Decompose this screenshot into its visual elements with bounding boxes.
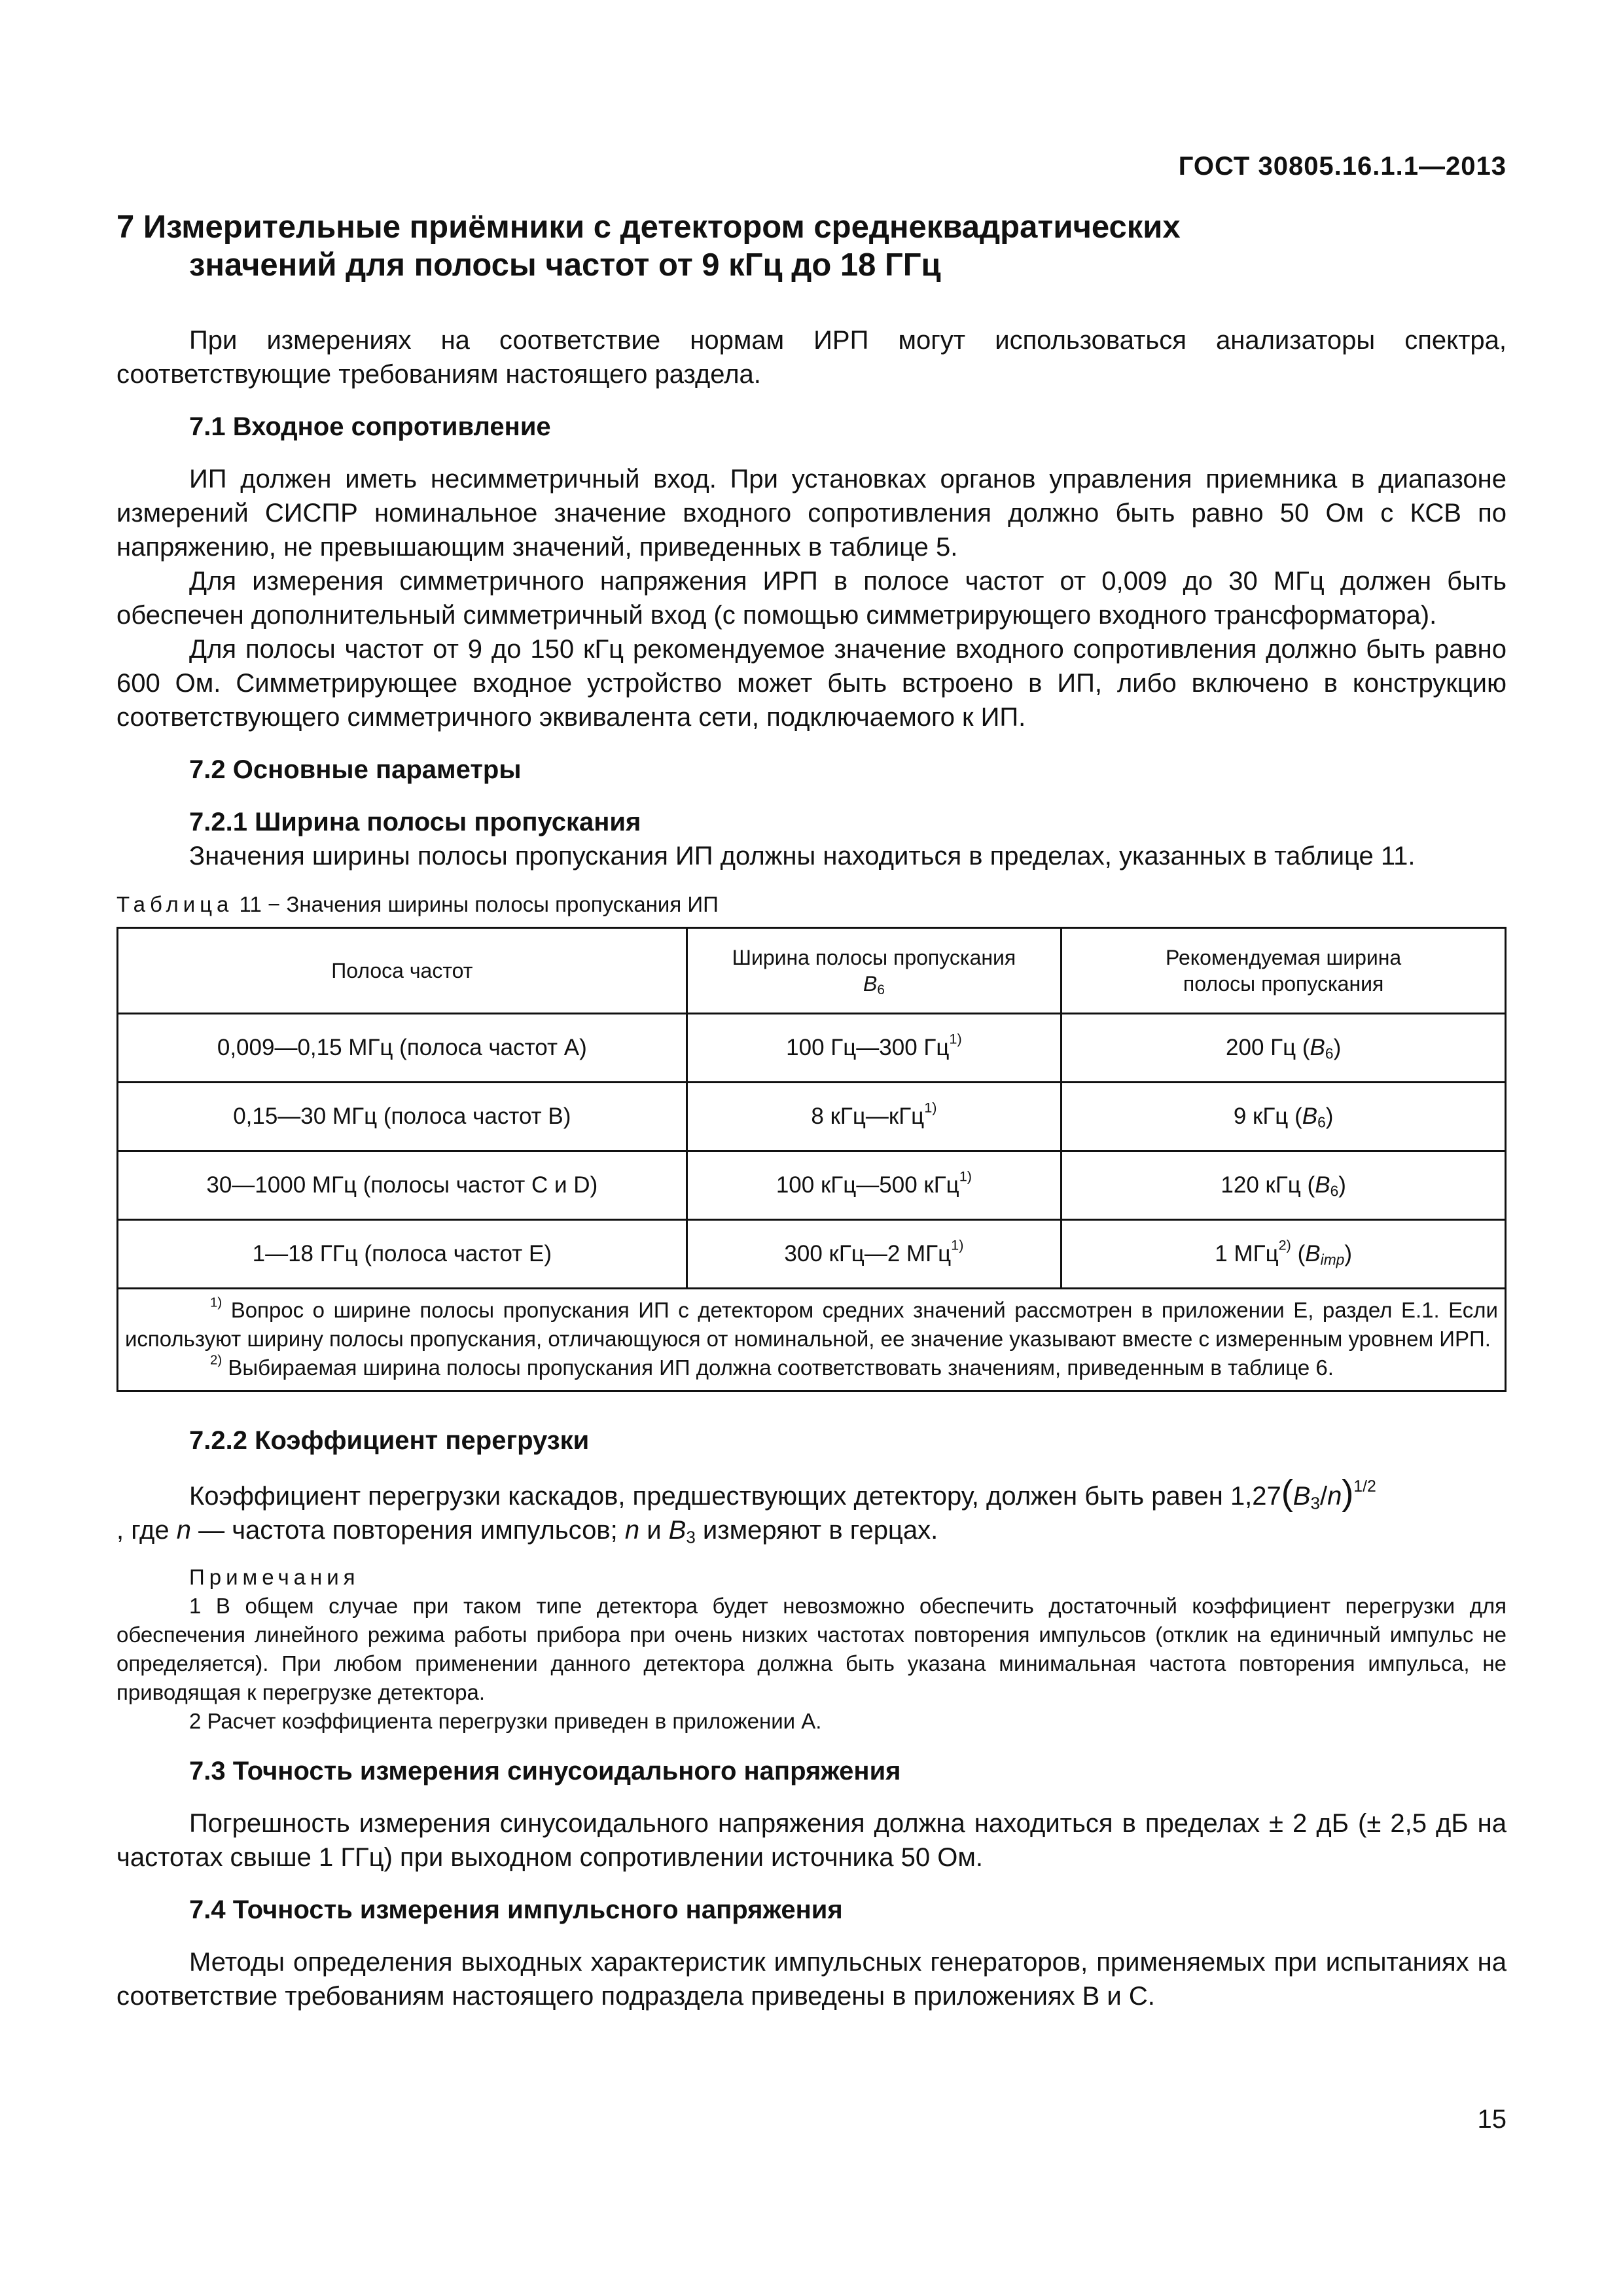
note-2: 2 Расчет коэффициента перегрузки приведен в приложении А.: [189, 1709, 822, 1733]
cell-band: 0,009—0,15 МГц (полоса частот А): [118, 1014, 687, 1083]
cell-band: 1—18 ГГц (полоса частот Е): [118, 1220, 687, 1289]
section-7-1-paragraph-2: Для измерения симметричного напряжения ИРП в полосе частот от 0,009 до 30 МГц должен быть обеспечен дополнительный симметричный вход (с помощью симметрирующего входного трансформатора).: [116, 567, 1507, 630]
section-7-1-paragraph-3: Для полосы частот от 9 до 150 кГц рекомендуемое значение входного сопротивления должно быть равно 600 Ом. Симметрирующее входное устройство может быть встроено в ИП, либо включено в конструкцию соответствующего симметричного эквивалента сети, подключаемого к ИП.: [116, 635, 1507, 732]
table-row: [118, 1220, 1506, 1289]
section-7-3-text: Погрешность измерения синусоидального напряжения должна находиться в пределах ± 2 дБ (± 2,5 дБ на частотах свыше 1 ГГц) при выходном сопротивлении источника 50 Ом.: [116, 1809, 1507, 1872]
cell-band: 30—1000 МГц (полосы частот С и D): [118, 1151, 687, 1220]
doc-code-header: ГОСТ 30805.16.1.1—2013: [1178, 152, 1507, 181]
cell-bandwidth: 100 кГц—500 кГц$^{1)}$: [687, 1151, 1061, 1220]
table-header-row: [118, 928, 1506, 1014]
notes-title: Примечания: [189, 1565, 360, 1589]
section-7-title: [116, 208, 1507, 284]
section-7-3-title: 7.3 Точность измерения синусоидального напряжения: [189, 1757, 901, 1785]
header-bandwidth: Ширина полосы пропускания $B_6$: [687, 928, 1061, 1014]
note-1: 1 В общем случае при таком типе детектора будет невозможно обеспечить достаточный коэффициент перегрузки для обеспечения линейного режима работы прибора при очень низких частотах повторения импульсов (отклик на единичный импульс не определяется). При любом применении данного детектора должна быть указана минимальная частота повторения импульса, не приводящая к перегрузке детектора.: [116, 1594, 1507, 1704]
table-11: [116, 927, 1507, 1392]
footnote-2: $^{2)}$ Выбираемая ширина полосы пропускания ИП должна соответствовать значениям, приведенным в таблице 6.: [210, 1352, 1334, 1380]
header-frequency-band: Полоса частот: [118, 928, 687, 1014]
section-7-2-2-title: 7.2.2 Коэффициент перегрузки: [189, 1426, 590, 1455]
table-footnotes-row: [118, 1289, 1506, 1391]
section-7-2-title: 7.2 Основные параметры: [189, 755, 522, 784]
page-content: [116, 208, 1507, 2013]
cell-band: 0,15—30 МГц (полоса частот В): [118, 1083, 687, 1151]
section-7-4-title: 7.4 Точность измерения импульсного напряжения: [189, 1895, 843, 1924]
section-7-title-line1: 7 Измерительные приёмники с детектором среднеквадратических: [116, 209, 1181, 245]
section-7-4-text: Методы определения выходных характеристик импульсных генераторов, применяемых при испытаниях на соответствие требованиям настоящего подраздела приведены в приложениях В и С.: [116, 1948, 1507, 2011]
table-row: [118, 1151, 1506, 1220]
cell-recommended: 1 МГц$^{2)}$ $(B_{imp})$: [1061, 1220, 1506, 1289]
overload-formula: $(B_3/n)^{1/2}$: [1281, 1473, 1376, 1513]
cell-recommended: 200 Гц $(B_6)$: [1061, 1014, 1506, 1083]
cell-bandwidth: 100 Гц—300 $Гц^{1)}$: [687, 1014, 1061, 1083]
header-recommended-bandwidth: Рекомендуемая ширина полосы пропускания: [1061, 928, 1506, 1014]
section-7-1-title: 7.1 Входное сопротивление: [189, 412, 551, 441]
cell-recommended: 120 кГц $(B_6)$: [1061, 1151, 1506, 1220]
table-footnotes: [118, 1289, 1506, 1391]
table-11-caption: [116, 890, 1507, 919]
cell-bandwidth: 8 кГц—кГц$^{1)}$: [687, 1083, 1061, 1151]
section-7-2-1-text: Значения ширины полосы пропускания ИП должны находиться в пределах, указанных в таблице 11.: [189, 842, 1416, 870]
section-7-intro: При измерениях на соответствие нормам ИРП могут использоваться анализаторы спектра, соответствующие требованиям настоящего раздела.: [116, 326, 1507, 389]
table-row: [118, 1014, 1506, 1083]
section-7-title-line2: значений для полосы частот от 9 кГц до 18 ГГц: [189, 247, 941, 283]
table-row: [118, 1083, 1506, 1151]
page-number: 15: [1477, 2105, 1507, 2134]
table-11-caption-rest: 11 − Значения ширины полосы пропускания ИП: [233, 892, 719, 916]
section-7-2-2-text: Коэффициент перегрузки каскадов, предшествующих детектору, должен быть равен $1,27(B_3/n)^{1/2}$ , где n — частота повторения импульсов; n и $B_3$ измеряют в герцах.: [116, 1473, 1376, 1547]
footnote-1: $^{1)}$ Вопрос о ширине полосы пропускания ИП с детектором средних значений рассмотрен в приложении Е, раздел Е.1. Если используют ширину полосы пропускания, отличающуюся от номинальной, ее значение указывают вместе с измеренным уровнем ИРП.: [125, 1295, 1498, 1351]
cell-recommended: 9 кГц $(B_6)$: [1061, 1083, 1506, 1151]
table-11-caption-word: Таблица: [116, 892, 234, 916]
section-7-2-1-title: 7.2.1 Ширина полосы пропускания: [189, 808, 641, 836]
section-7-1-paragraph-1: ИП должен иметь несимметричный вход. При установках органов управления приемника в диапазоне измерений СИСПР номинальное значение входного сопротивления должно быть равно 50 Ом с КСВ по напряжению, не превышающим значений, приведенных в таблице 5.: [116, 465, 1507, 562]
cell-bandwidth: 300 кГц—2 МГц$^{1)}$: [687, 1220, 1061, 1289]
